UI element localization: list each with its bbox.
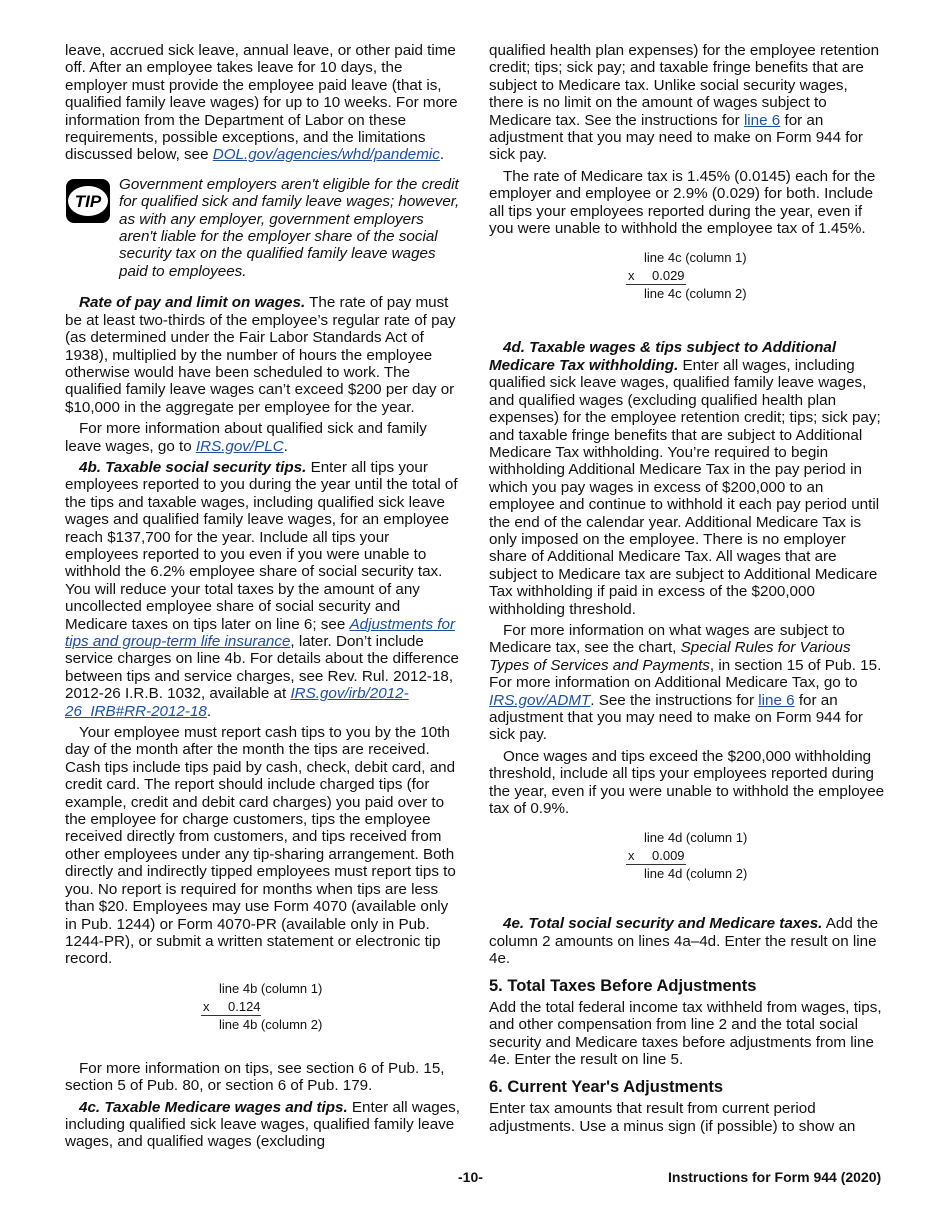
- heading-4c: 4c. Taxable Medicare wages and tips.: [79, 1098, 348, 1116]
- paragraph-leave: leave, accrued sick leave, annual leave, or other paid time off. After an employee takes leave for 10 days, the employer must provide the employee paid leave (that is, qualified family leave wages) for up to 10 weeks. For more information from the Department of Labor on these requirements, possible exceptions, and the limitations discussed below, see DOL.gov/agencies/whd/pandemic.: [65, 42, 458, 164]
- adjustments-link[interactable]: Adjustments for tips and group-term life insurance: [65, 615, 456, 650]
- right-column: [489, 42, 886, 1139]
- dol-link[interactable]: DOL.gov/agencies/whd/pandemic: [212, 146, 440, 164]
- calc-4b: line 4b (column 1) x 0.124 line 4b (column 2): [203, 980, 323, 1032]
- page-number: -10-: [458, 1169, 483, 1185]
- paragraph-more-tips: For more information on tips, see section 6 of Pub. 15, section 5 of Pub. 80, or section 6 of Pub. 179.: [65, 1059, 445, 1095]
- heading-4e: 4e. Total social security and Medicare taxes.: [503, 915, 823, 933]
- document-title: Instructions for Form 944 (2020): [668, 1169, 882, 1185]
- line6-link[interactable]: line 6: [743, 111, 781, 129]
- heading-section-5: 5. Total Taxes Before Adjustments: [489, 976, 757, 995]
- line6-link-2[interactable]: line 6: [758, 691, 795, 709]
- paragraph-medicare-cont: qualified health plan expenses) for the employee retention credit; tips; sick pay; and taxable fringe benefits that are subject to Medicare tax. Unlike social security wages, there is no limit on the amount of wages subject to Medicare tax. See the instructions for line 6 for an adjustment that you may need to make on Form 944 for sick pay.: [489, 42, 880, 164]
- paragraph-4b: 4b. Taxable social security tips. Enter all tips your employees reported to you during the year until the total of the tips and taxable wages, including qualified sick leave wages and qualified family leave wages, for an employee reach $137,700 for the year. Include all tips your employees reported to you even if you were unable to withhold the 6.2% employee share of social security tax. You will reduce your total taxes by the amount of any uncollected employee share of social security and Medicare taxes on tips later on line 6; see Adjustments for tips and group-term life insurance, later. Don’t include service charges on line 4b. For details about the difference between tips and service charges, see Rev. Rul. 2012-18, 2012-26 I.R.B. 1032, available at IRS.gov/irb/2012-26_IRB#RR-2012-18.: [65, 458, 459, 720]
- tip-box: [65, 176, 462, 280]
- paragraph-once-wages: Once wages and tips exceed the $200,000 withholding threshold, include all tips your employees reported during the year, even if you were unable to withhold the employee tax of 0.9%.: [489, 747, 885, 818]
- heading-4d: 4d. Taxable wages & tips subject to Additional Medicare Tax withholding.: [489, 339, 837, 374]
- svg-text:TIP: TIP: [74, 191, 102, 211]
- tip-text: Government employers aren't eligible for the credit for qualified sick and family leave wages; however, as with any employer, government employers aren't liable for the employer share of the social security tax on the qualified family leave wages paid to employees.: [119, 175, 460, 280]
- heading-4b: 4b. Taxable social security tips.: [79, 458, 307, 476]
- heading-section-6: 6. Current Year's Adjustments: [489, 1077, 724, 1096]
- paragraph-4e: 4e. Total social security and Medicare taxes. Add the column 2 amounts on lines 4a–4d. Enter the result on line 4e.: [489, 915, 879, 968]
- paragraph-4c: 4c. Taxable Medicare wages and tips. Enter all wages, including qualified sick leave wages, qualified family leave wages, and qualified wages (excluding: [65, 1098, 460, 1151]
- paragraph-rate-of-pay: Rate of pay and limit on wages. The rate of pay must be at least two-thirds of the employee’s regular rate of pay (as determined under the Fair Labor Standards Act of 1938), multiplied by the number of hours the employee otherwise would have been scheduled to work. The qualified family leave wages can’t exceed $200 per day or $10,000 in the aggregate per employee for the year.: [65, 294, 456, 416]
- plc-link[interactable]: IRS.gov/PLC: [195, 437, 284, 455]
- left-column: [65, 42, 462, 1155]
- paragraph-4d: 4d. Taxable wages & tips subject to Additional Medicare Tax withholding. Enter all wages, including qualified sick leave wages, qualified family leave wages, and qualified wages (excluding qualified health plan expenses) for the employee retention credit; tips; sick pay; and taxable fringe benefits that are subject to Additional Medicare Tax withholding. You’re required to begin withholding Additional Medicare Tax in the pay period in which you pay wages in excess of $200,000 to an employee and continue to withhold it each pay period until the end of the calendar year. Additional Medicare Tax is only imposed on the employee. There is no employer share of Additional Medicare Tax. All wages that are subject to Medicare tax are subject to Additional Medicare Tax withholding if paid in excess of the $200,000 withholding threshold.: [489, 339, 881, 618]
- paragraph-section-5: Add the total federal income tax withheld from wages, tips, and other compensation from line 2 and the total social security and Medicare taxes before adjustments from line 4e. Enter the result on line 5.: [489, 999, 882, 1069]
- calc-4d: line 4d (column 1) x 0.009 line 4d (column 2): [628, 830, 748, 882]
- paragraph-plc: For more information about qualified sick and family leave wages, go to IRS.gov/PLC.: [65, 420, 427, 455]
- tip-icon: [65, 178, 111, 224]
- irb-link[interactable]: IRS.gov/irb/2012-26_IRB#RR-2012-18: [65, 685, 409, 720]
- paragraph-medicare-rate: The rate of Medicare tax is 1.45% (0.0145) each for the employer and employee or 2.9% (0.029) for both. Include all tips your employees reported during the year, even if you were unable to withhold the employee tax of 1.45%.: [489, 167, 876, 238]
- admt-link[interactable]: IRS.gov/ADMT: [489, 691, 591, 709]
- rate-heading: Rate of pay and limit on wages.: [79, 294, 306, 312]
- paragraph-cash-tips: Your employee must report cash tips to you by the 10th day of the month after the month the tips are received. Cash tips include tips paid by cash, check, debit card, and credit card. The report should include charged tips (for example, credit and debit card charges) you paid over to the employee for charge customers, tips the employee received directly from customers, and tips received from other employees under any tip-sharing arrangement. Both directly and indirectly tipped employees must report tips to you. No report is required for months when tips are less than $20. Employees may use Form 4070 (available only in Pub. 1244) or Form 4070-PR (available only in Pub. 1244-PR), or submit a written statement or electronic tip record.: [65, 724, 456, 968]
- paragraph-section-6: Enter tax amounts that result from current period adjustments. Use a minus sign (if possible) to show an: [489, 1100, 856, 1135]
- paragraph-addl-medicare: For more information on what wages are subject to Medicare tax, see the chart, Special Rules for Various Types of Services and Payments, in section 15 of Pub. 15. For more information on Additional Medicare Tax, go to IRS.gov/ADMT. See the instructions for line 6 for an adjustment that you may need to make on Form 944 for sick pay.: [489, 621, 882, 744]
- calc-4c: line 4c (column 1) x 0.029 line 4c (column 2): [628, 250, 747, 302]
